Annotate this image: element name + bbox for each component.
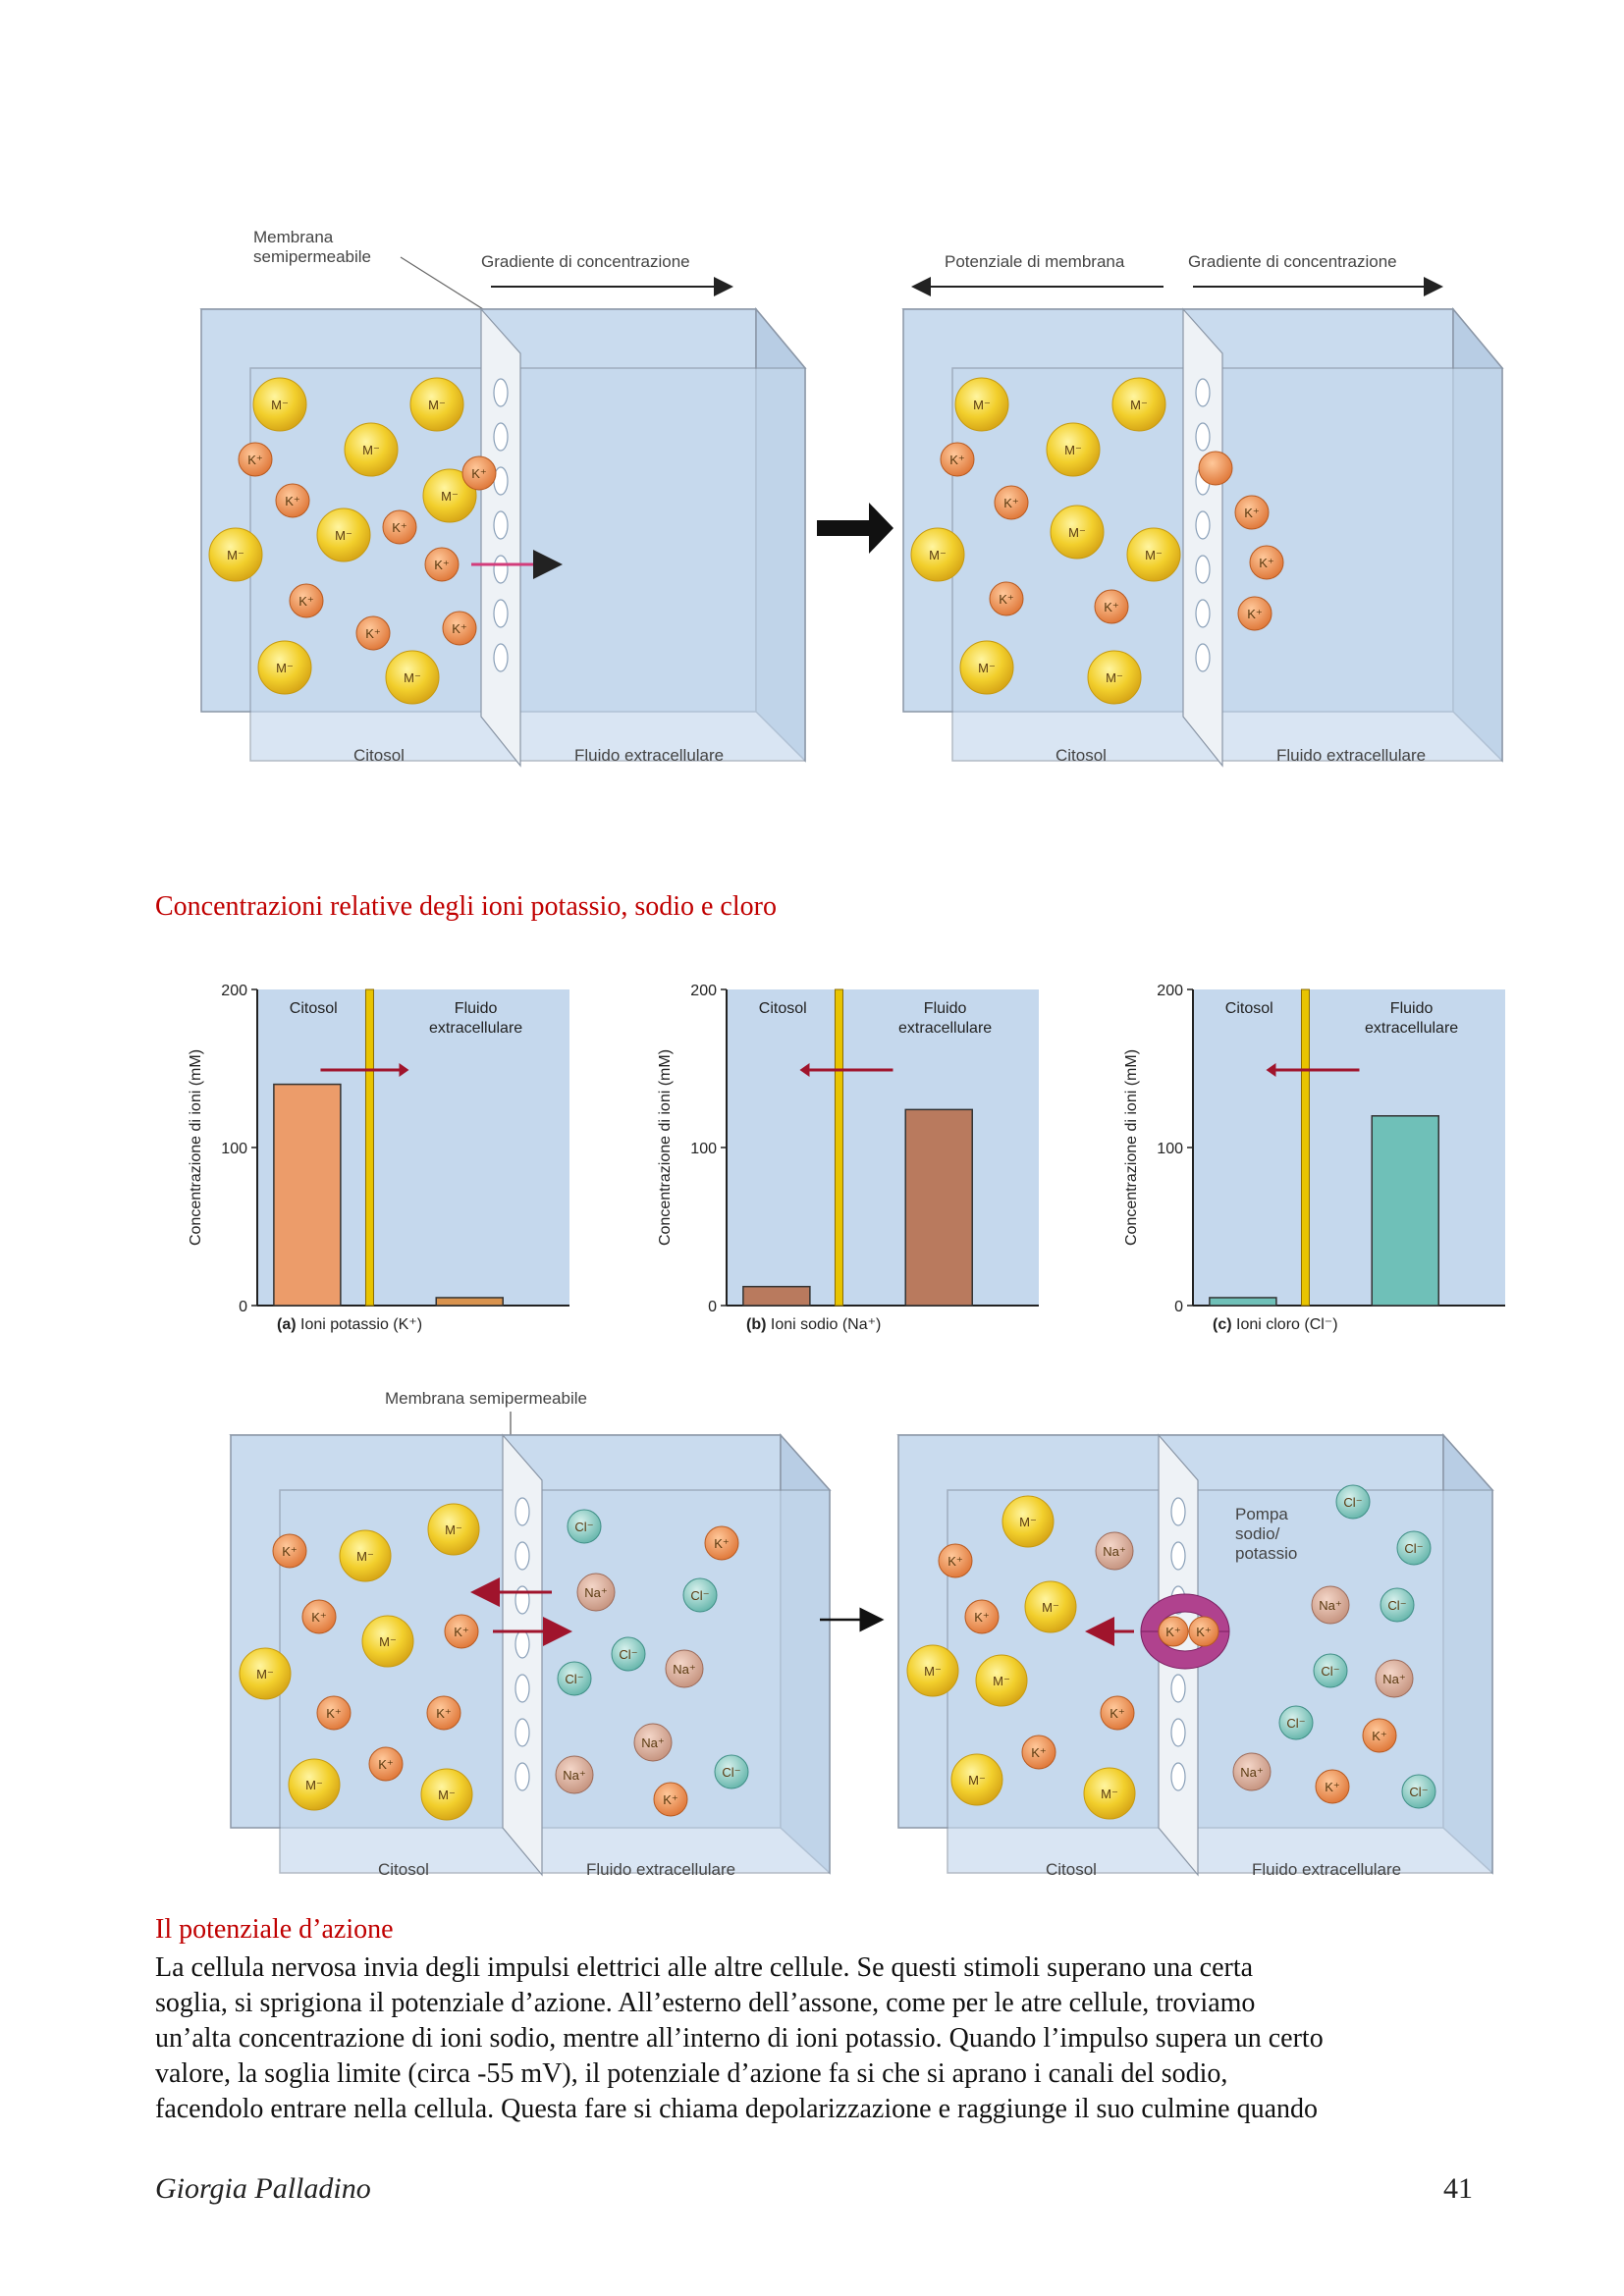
svg-text:Na⁺: Na⁺ bbox=[1382, 1672, 1406, 1686]
svg-text:Cl⁻: Cl⁻ bbox=[1286, 1716, 1306, 1731]
svg-text:K⁺: K⁺ bbox=[1325, 1780, 1340, 1794]
category-label: Citosol bbox=[758, 1000, 807, 1017]
svg-text:Cl⁻: Cl⁻ bbox=[1409, 1785, 1429, 1799]
svg-text:M⁻: M⁻ bbox=[256, 1667, 274, 1682]
svg-text:K⁺: K⁺ bbox=[1196, 1625, 1212, 1639]
svg-text:M⁻: M⁻ bbox=[227, 548, 244, 562]
bar-0 bbox=[1210, 1298, 1276, 1306]
page-number: 41 bbox=[1443, 2172, 1473, 2205]
svg-text:K⁺: K⁺ bbox=[663, 1792, 678, 1807]
svg-text:K⁺: K⁺ bbox=[1031, 1745, 1047, 1760]
svg-text:M⁻: M⁻ bbox=[276, 661, 294, 675]
svg-text:K⁺: K⁺ bbox=[1244, 506, 1260, 520]
svg-text:K⁺: K⁺ bbox=[1165, 1625, 1181, 1639]
chart-caption: (a) Ioni potassio (K⁺) bbox=[277, 1316, 423, 1333]
y-tick-label: 100 bbox=[221, 1141, 247, 1157]
fluido-label-right: Fluido extracellulare bbox=[1276, 746, 1427, 765]
svg-text:M⁻: M⁻ bbox=[362, 443, 380, 457]
bottom-fluido-right: Fluido extracellulare bbox=[1252, 1860, 1402, 1879]
potential-label: Potenziale di membrana bbox=[945, 252, 1125, 271]
y-tick-label: 100 bbox=[690, 1141, 717, 1157]
svg-text:Cl⁻: Cl⁻ bbox=[690, 1588, 710, 1603]
svg-text:Cl⁻: Cl⁻ bbox=[574, 1520, 594, 1534]
y-tick-label: 200 bbox=[221, 983, 247, 999]
svg-text:Na⁺: Na⁺ bbox=[673, 1662, 696, 1677]
svg-text:Na⁺: Na⁺ bbox=[641, 1735, 665, 1750]
svg-text:K⁺: K⁺ bbox=[285, 494, 300, 508]
body-line: valore, la soglia limite (circa -55 mV), il potenziale d’azione fa si che si aprano i canali del sodio, bbox=[155, 2058, 1228, 2089]
category-label: Fluido bbox=[1389, 1000, 1434, 1017]
y-tick-label: 100 bbox=[1157, 1141, 1183, 1157]
membrane-label-1: Membrana bbox=[253, 228, 334, 246]
svg-text:M⁻: M⁻ bbox=[438, 1788, 456, 1802]
svg-text:Na⁺: Na⁺ bbox=[563, 1768, 586, 1783]
body-line: La cellula nervosa invia degli impulsi elettrici alle altre cellule. Se questi stimoli superano una certa bbox=[155, 1952, 1254, 1983]
chart-panel-2 bbox=[1123, 983, 1505, 1333]
body-line: facendolo entrare nella cellula. Questa fare si chiama depolarizzazione e raggiunge il suo culmine quando bbox=[155, 2094, 1319, 2124]
svg-text:K⁺: K⁺ bbox=[949, 453, 965, 467]
membrane-potential-figure bbox=[0, 0, 1624, 805]
svg-text:Na⁺: Na⁺ bbox=[1103, 1544, 1126, 1559]
membrane-line bbox=[1301, 989, 1309, 1306]
svg-text:Na⁺: Na⁺ bbox=[584, 1585, 608, 1600]
body-line: un’alta concentrazione di ioni sodio, mentre all’interno di ioni potassio. Quando l’impulso supera un certo bbox=[155, 2023, 1324, 2054]
y-tick-label: 0 bbox=[708, 1299, 717, 1315]
section-heading-action-potential: Il potenziale d’azione bbox=[155, 1914, 394, 1945]
svg-text:K⁺: K⁺ bbox=[947, 1554, 963, 1569]
tank-left bbox=[201, 309, 805, 766]
svg-text:K⁺: K⁺ bbox=[326, 1706, 342, 1721]
bar-1 bbox=[1372, 1116, 1438, 1306]
bottom-tank-right bbox=[898, 1435, 1492, 1875]
fluido-label-left: Fluido extracellulare bbox=[574, 746, 725, 765]
bar-0 bbox=[274, 1085, 341, 1306]
svg-text:M⁻: M⁻ bbox=[1130, 398, 1148, 412]
category-label: Citosol bbox=[289, 1000, 338, 1017]
svg-text:M⁻: M⁻ bbox=[441, 489, 459, 504]
svg-text:M⁻: M⁻ bbox=[968, 1773, 986, 1788]
category-label: extracellulare bbox=[1365, 1020, 1459, 1037]
chart-background bbox=[1193, 989, 1505, 1306]
membrane-label-2: semipermeabile bbox=[253, 247, 371, 266]
svg-text:Cl⁻: Cl⁻ bbox=[1404, 1541, 1424, 1556]
svg-text:K⁺: K⁺ bbox=[434, 558, 450, 572]
chart-panel-0 bbox=[188, 983, 569, 1333]
bottom-citosol-left: Citosol bbox=[378, 1860, 429, 1879]
svg-text:K⁺: K⁺ bbox=[392, 520, 407, 535]
y-axis-label: Concentrazione di ioni (mM) bbox=[188, 1048, 204, 1247]
svg-text:M⁻: M⁻ bbox=[973, 398, 991, 412]
svg-text:M⁻: M⁻ bbox=[305, 1778, 323, 1792]
svg-text:K⁺: K⁺ bbox=[365, 626, 381, 641]
category-label: Citosol bbox=[1224, 1000, 1273, 1017]
category-label: extracellulare bbox=[898, 1020, 993, 1037]
svg-text:K⁺: K⁺ bbox=[1259, 556, 1274, 570]
svg-text:K⁺: K⁺ bbox=[454, 1625, 469, 1639]
svg-text:M⁻: M⁻ bbox=[445, 1522, 462, 1537]
bar-1 bbox=[905, 1109, 972, 1306]
membrane-semipermeable-label: Membrana semipermeabile bbox=[385, 1389, 587, 1408]
section-heading-concentrations: Concentrazioni relative degli ioni potassio, sodio e cloro bbox=[155, 891, 777, 922]
svg-text:Na⁺: Na⁺ bbox=[1319, 1598, 1342, 1613]
svg-text:M⁻: M⁻ bbox=[993, 1674, 1010, 1688]
svg-text:K⁺: K⁺ bbox=[999, 592, 1014, 607]
svg-text:M⁻: M⁻ bbox=[1101, 1787, 1118, 1801]
svg-text:K⁺: K⁺ bbox=[471, 466, 487, 481]
y-tick-label: 0 bbox=[239, 1299, 247, 1315]
citosol-label-left: Citosol bbox=[353, 746, 405, 765]
body-paragraph bbox=[155, 1950, 1549, 2127]
chart-caption: (b) Ioni sodio (Na⁺) bbox=[746, 1316, 882, 1333]
svg-text:K⁺: K⁺ bbox=[436, 1706, 452, 1721]
svg-text:M⁻: M⁻ bbox=[1042, 1600, 1059, 1615]
gradient-label-left: Gradiente di concentrazione bbox=[481, 252, 690, 271]
bar-1 bbox=[436, 1298, 503, 1306]
y-axis-label: Concentrazione di ioni (mM) bbox=[1123, 1048, 1140, 1247]
svg-text:K⁺: K⁺ bbox=[378, 1757, 394, 1772]
svg-text:K⁺: K⁺ bbox=[311, 1610, 327, 1625]
citosol-label-right: Citosol bbox=[1056, 746, 1107, 765]
svg-text:M⁻: M⁻ bbox=[379, 1634, 397, 1649]
bottom-citosol-right: Citosol bbox=[1046, 1860, 1097, 1879]
membrane-line bbox=[835, 989, 842, 1306]
svg-text:Cl⁻: Cl⁻ bbox=[722, 1765, 741, 1780]
bottom-fluido-left: Fluido extracellulare bbox=[586, 1860, 736, 1879]
svg-text:M⁻: M⁻ bbox=[1019, 1515, 1037, 1529]
svg-text:K⁺: K⁺ bbox=[714, 1536, 730, 1551]
svg-text:M⁻: M⁻ bbox=[1145, 548, 1163, 562]
svg-text:K⁺: K⁺ bbox=[452, 621, 467, 636]
gradient-label-right: Gradiente di concentrazione bbox=[1188, 252, 1397, 271]
svg-text:K⁺: K⁺ bbox=[1003, 496, 1019, 510]
footer-author: Giorgia Palladino bbox=[155, 2172, 371, 2205]
chart-panel-1 bbox=[657, 983, 1039, 1333]
chart-caption: (c) Ioni cloro (Cl⁻) bbox=[1213, 1316, 1338, 1333]
svg-text:M⁻: M⁻ bbox=[428, 398, 446, 412]
chart-background bbox=[727, 989, 1039, 1306]
svg-text:K⁺: K⁺ bbox=[1104, 600, 1119, 614]
svg-text:M⁻: M⁻ bbox=[1064, 443, 1082, 457]
transition-arrow bbox=[817, 503, 893, 554]
svg-text:Cl⁻: Cl⁻ bbox=[619, 1647, 638, 1662]
svg-text:K⁺: K⁺ bbox=[1247, 607, 1263, 621]
svg-text:Na⁺: Na⁺ bbox=[1240, 1765, 1264, 1780]
pump-label-2: sodio/ bbox=[1235, 1524, 1280, 1543]
y-axis-label: Concentrazione di ioni (mM) bbox=[657, 1048, 674, 1247]
pump-label-3: potassio bbox=[1235, 1544, 1298, 1563]
svg-text:K⁺: K⁺ bbox=[1110, 1706, 1125, 1721]
svg-text:M⁻: M⁻ bbox=[1106, 670, 1123, 685]
svg-text:M⁻: M⁻ bbox=[271, 398, 289, 412]
svg-text:M⁻: M⁻ bbox=[335, 528, 352, 543]
category-label: extracellulare bbox=[429, 1020, 523, 1037]
concentration-charts bbox=[0, 962, 1624, 1374]
sodium-potassium-figure bbox=[0, 1374, 1624, 1904]
pump-label-1: Pompa bbox=[1235, 1505, 1288, 1523]
category-label: Fluido bbox=[454, 1000, 498, 1017]
svg-text:M⁻: M⁻ bbox=[404, 670, 421, 685]
bottom-tank-left bbox=[231, 1435, 830, 1875]
y-tick-label: 200 bbox=[1157, 983, 1183, 999]
svg-text:Cl⁻: Cl⁻ bbox=[565, 1672, 584, 1686]
category-label: Fluido bbox=[923, 1000, 967, 1017]
membrane-line bbox=[365, 989, 373, 1306]
svg-text:K⁺: K⁺ bbox=[974, 1610, 990, 1625]
bar-0 bbox=[743, 1287, 810, 1306]
svg-text:K⁺: K⁺ bbox=[1372, 1729, 1387, 1743]
svg-text:Cl⁻: Cl⁻ bbox=[1321, 1664, 1340, 1679]
svg-text:M⁻: M⁻ bbox=[1068, 525, 1086, 540]
svg-text:M⁻: M⁻ bbox=[929, 548, 947, 562]
svg-text:K⁺: K⁺ bbox=[298, 594, 314, 609]
svg-text:K⁺: K⁺ bbox=[282, 1544, 298, 1559]
svg-text:M⁻: M⁻ bbox=[356, 1549, 374, 1564]
y-tick-label: 200 bbox=[690, 983, 717, 999]
body-line: soglia, si sprigiona il potenziale d’azione. All’esterno dell’assone, come per le atre cellule, troviamo bbox=[155, 1988, 1256, 2018]
svg-text:M⁻: M⁻ bbox=[924, 1664, 942, 1679]
y-tick-label: 0 bbox=[1174, 1299, 1183, 1315]
tank-right bbox=[903, 309, 1502, 766]
svg-text:M⁻: M⁻ bbox=[978, 661, 996, 675]
svg-text:Cl⁻: Cl⁻ bbox=[1343, 1495, 1363, 1510]
svg-text:K⁺: K⁺ bbox=[247, 453, 263, 467]
svg-text:Cl⁻: Cl⁻ bbox=[1387, 1598, 1407, 1613]
sodium-potassium-pump bbox=[1141, 1594, 1229, 1669]
